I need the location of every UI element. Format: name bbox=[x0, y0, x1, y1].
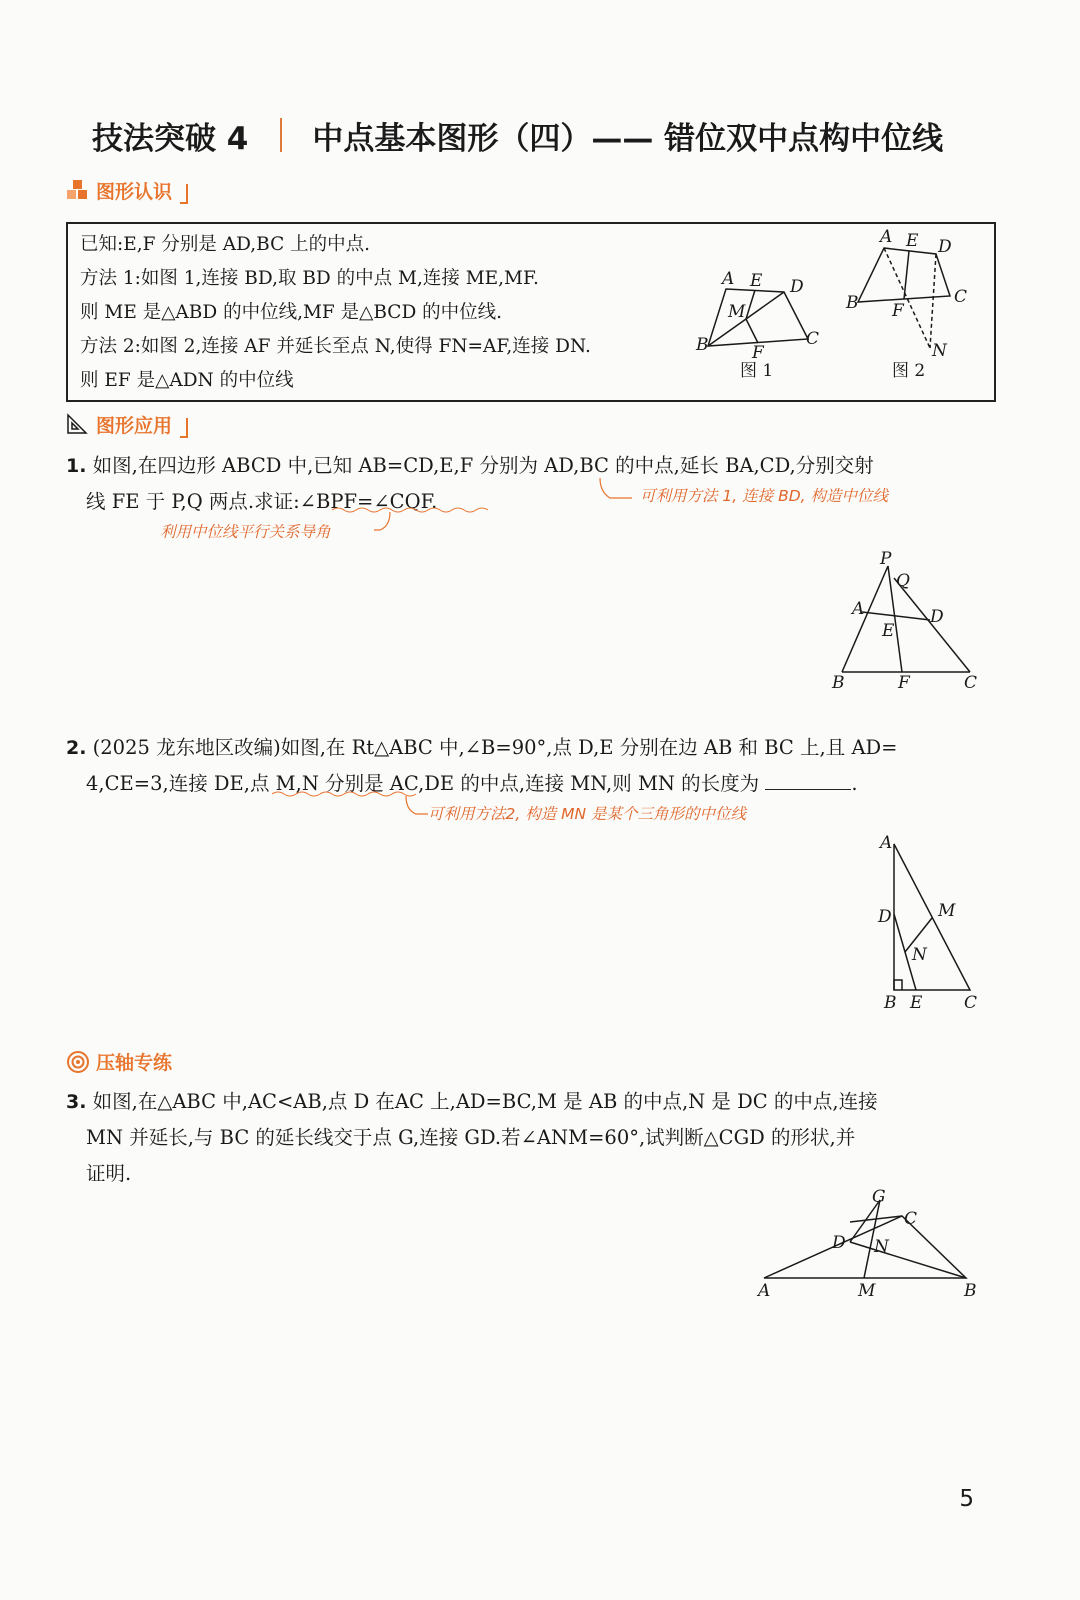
fig2-label-b: B bbox=[846, 293, 859, 313]
p2-triangle-abc bbox=[894, 844, 970, 990]
problem-2-hint-1: 可利用方法2, 构造 MN 是某个三角形的中位线 bbox=[428, 805, 747, 823]
problem-3-text-1: 如图,在△ABC 中,AC<AB,点 D 在AC 上,AD=BC,M 是 AB 的中点,N 是 DC 的中点,连接 bbox=[92, 1090, 878, 1113]
p1-line-pb bbox=[842, 566, 888, 672]
p2-right-angle-mark bbox=[894, 980, 902, 990]
problem-3-text-2: MN 并延长,与 BC 的延长线交于点 G,连接 GD.若∠ANM=60°,试判断△CGD 的形状,并 bbox=[86, 1126, 856, 1149]
p1-label-d: D bbox=[930, 607, 944, 627]
p2-label-m: M bbox=[938, 901, 956, 921]
p3-label-d: D bbox=[832, 1233, 846, 1253]
p2-label-c: C bbox=[964, 993, 978, 1013]
problem-2-number: 2. bbox=[66, 737, 87, 759]
p2-label-a: A bbox=[880, 833, 893, 853]
fig2-label-c: C bbox=[954, 287, 968, 307]
problem-1-number: 1. bbox=[66, 455, 87, 477]
p3-label-m: M bbox=[858, 1281, 876, 1301]
knowledge-line-4: 方法 2:如图 2,连接 AF 并延长至点 N,使得 FN=AF,连接 DN. bbox=[80, 336, 591, 357]
p3-label-g: G bbox=[872, 1187, 886, 1207]
p1-label-e: E bbox=[882, 621, 895, 641]
fig2-line-dn bbox=[930, 254, 936, 348]
problem-3-text-3: 证明. bbox=[86, 1162, 132, 1185]
p1-label-q: Q bbox=[896, 571, 910, 591]
problem-3-line-3 bbox=[86, 1158, 131, 1186]
p3-label-b: B bbox=[964, 1281, 977, 1301]
figure-1 bbox=[690, 262, 830, 387]
fig1-label-e: E bbox=[750, 271, 763, 291]
problem-2-text-2: 4,CE=3,连接 DE,点 M,N 分别是 AC,DE 的中点,连接 MN,则 MN 的长度为 bbox=[86, 772, 760, 795]
page-title bbox=[92, 112, 992, 158]
title-right: 中点基本图形（四）—— 错位双中点构中位线 bbox=[312, 120, 944, 157]
fig1-label-d: D bbox=[790, 277, 804, 297]
p1-label-f: F bbox=[898, 673, 910, 693]
fig2-label-d: D bbox=[938, 237, 952, 257]
p3-label-a: A bbox=[758, 1281, 771, 1301]
problem-1-hint-2: 利用中位线平行关系导角 bbox=[160, 523, 331, 541]
fig1-label-a: A bbox=[722, 269, 735, 289]
p3-label-n: N bbox=[874, 1237, 889, 1257]
problem-3-number: 3. bbox=[66, 1091, 87, 1113]
section-advanced-label: 压轴专练 bbox=[96, 1052, 173, 1074]
problem-3-line-2 bbox=[86, 1122, 855, 1150]
fig1-quadrilateral bbox=[708, 289, 808, 346]
knowledge-line-2: 方法 1:如图 1,连接 BD,取 BD 的中点 M,连接 ME,MF. bbox=[80, 268, 539, 289]
fig1-label-b: B bbox=[696, 335, 709, 355]
fig2-label-f: F bbox=[892, 301, 904, 321]
problem-2-figure bbox=[872, 830, 988, 1020]
p3-label-c: C bbox=[904, 1209, 918, 1229]
problem-2-line-2 bbox=[86, 768, 858, 796]
fig2-label-n: N bbox=[932, 341, 947, 361]
fig1-caption: 图 1 bbox=[740, 361, 774, 381]
problem-1-text-1: 如图,在四边形 ABCD 中,已知 AB=CD,E,F 分别为 AD,BC 的中点,延长 BA,CD,分别交射 bbox=[92, 454, 874, 477]
fig2-line-ef bbox=[904, 251, 909, 299]
knowledge-line-1: 已知:E,F 分别是 AD,BC 上的中点. bbox=[80, 234, 370, 255]
fig1-label-m: M bbox=[728, 302, 746, 322]
section-recognize-label: 图形认识 bbox=[96, 180, 173, 203]
problem-1-text-2: 线 FE 于 P,Q 两点.求证:∠BPF=∠CQF. bbox=[86, 490, 438, 513]
problem-2-answer-blank[interactable] bbox=[765, 771, 851, 790]
problem-3-figure bbox=[752, 1186, 982, 1304]
problem-1-hint-1: 可利用方法 1, 连接 BD, 构造中位线 bbox=[640, 487, 888, 505]
set-square-icon bbox=[66, 413, 90, 435]
p2-label-e: E bbox=[910, 993, 923, 1013]
fig2-label-a: A bbox=[880, 227, 893, 247]
p1-label-p: P bbox=[880, 549, 892, 569]
problem-2-line-1 bbox=[66, 732, 898, 760]
title-left: 技法突破 4 bbox=[92, 120, 249, 157]
cubes-icon bbox=[66, 179, 90, 201]
p1-line-ad bbox=[862, 612, 930, 620]
target-icon bbox=[66, 1050, 90, 1074]
problem-1-figure bbox=[826, 548, 986, 698]
knowledge-line-5: 则 EF 是△ADN 的中位线 bbox=[80, 370, 294, 391]
fig1-midlines bbox=[746, 290, 758, 343]
section-apply bbox=[66, 410, 188, 438]
fig1-label-c: C bbox=[806, 329, 820, 349]
fig2-label-e: E bbox=[906, 231, 919, 251]
figure-2 bbox=[842, 226, 982, 386]
p2-label-b: B bbox=[884, 993, 897, 1013]
fig2-caption: 图 2 bbox=[892, 361, 926, 381]
p1-label-a: A bbox=[852, 599, 865, 619]
p2-label-n: N bbox=[912, 945, 927, 965]
page-number: 5 bbox=[959, 1486, 974, 1512]
problem-2-period: . bbox=[851, 772, 858, 795]
title-divider bbox=[280, 118, 282, 152]
problem-2-text-1: (2025 龙东地区改编)如图,在 Rt△ABC 中,∠B=90°,点 D,E 分别在边 AB 和 BC 上,且 AD= bbox=[92, 736, 898, 759]
problem-3-line-1 bbox=[66, 1086, 878, 1114]
section-apply-label: 图形应用 bbox=[96, 414, 173, 437]
fig1-label-f: F bbox=[752, 343, 764, 363]
section-recognize bbox=[66, 176, 188, 204]
section-advanced bbox=[66, 1048, 172, 1075]
p1-label-c: C bbox=[964, 673, 978, 693]
knowledge-line-3: 则 ME 是△ABD 的中位线,MF 是△BCD 的中位线. bbox=[80, 302, 503, 323]
p1-label-b: B bbox=[832, 673, 845, 693]
p2-label-d: D bbox=[878, 907, 892, 927]
